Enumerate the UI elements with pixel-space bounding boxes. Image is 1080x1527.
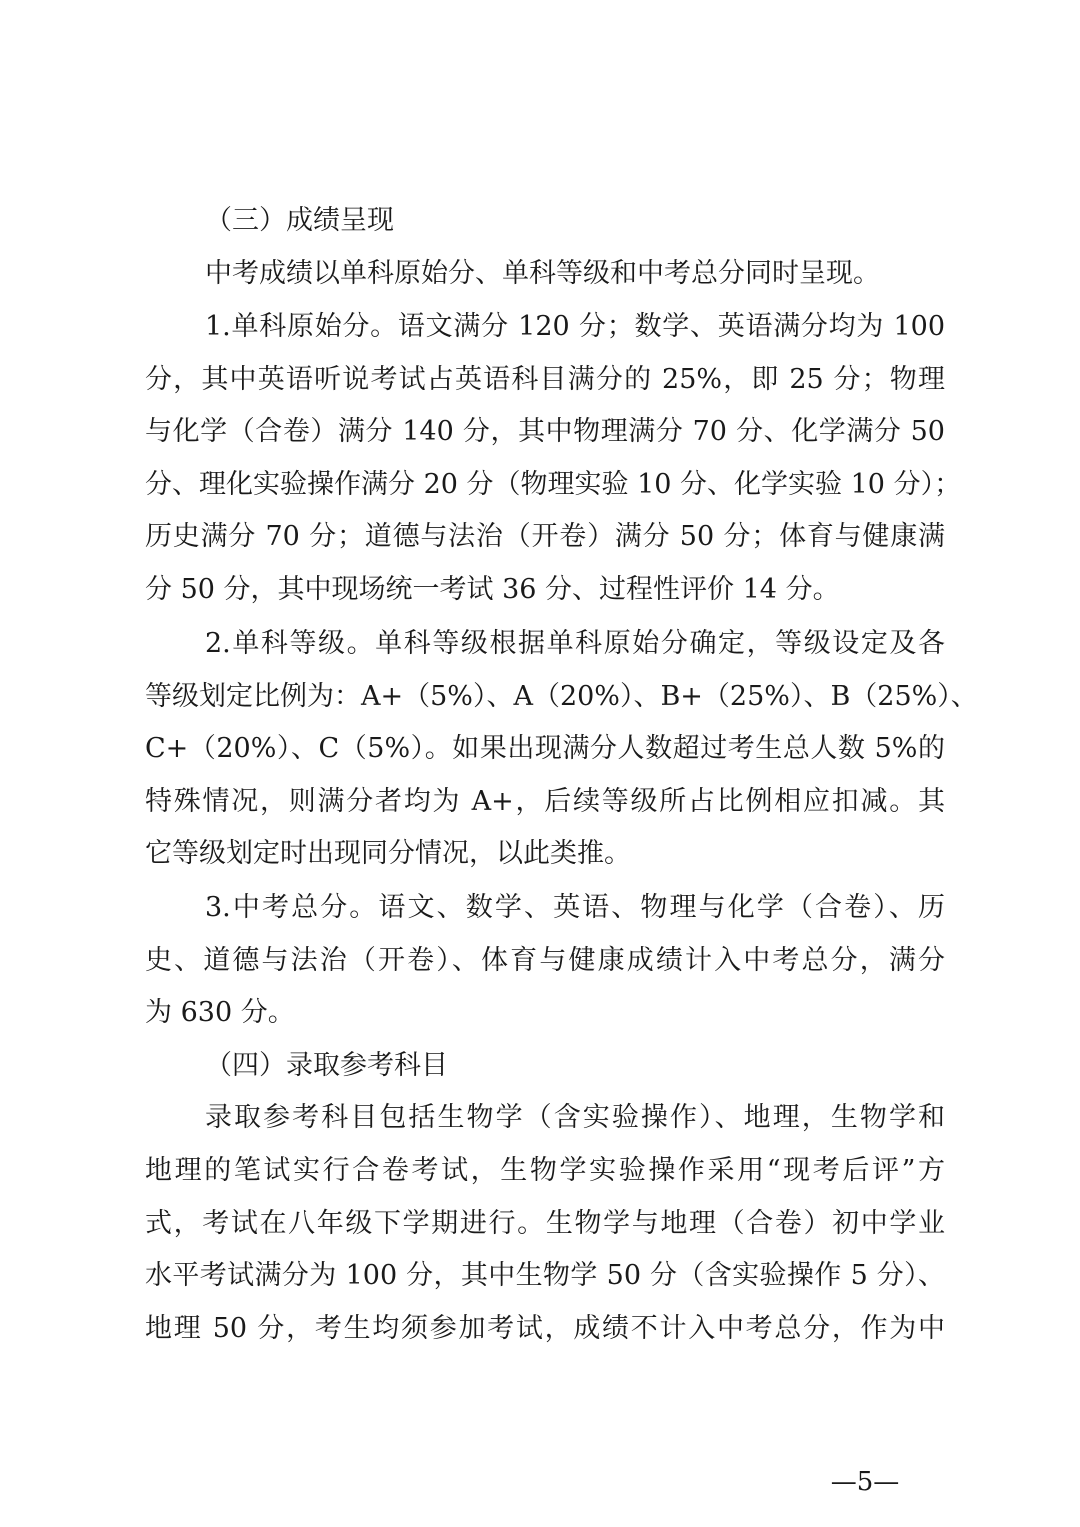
paragraph-line: 式，考试在八年级下学期进行。生物学与地理（合卷）初中学业	[145, 1208, 945, 1239]
paragraph-line: 3.中考总分。语文、数学、英语、物理与化学（合卷）、历	[205, 892, 945, 923]
paragraph-line: 为 630 分。	[145, 997, 295, 1028]
paragraph-line: 特殊情况，则满分者均为 A+，后续等级所占比例相应扣减。其	[145, 786, 945, 817]
paragraph-line: 2.单科等级。单科等级根据单科原始分确定，等级设定及各	[205, 628, 945, 659]
section-3-intro: 中考成绩以单科原始分、单科等级和中考总分同时呈现。	[205, 258, 880, 289]
section-4-heading: （四）录取参考科目	[205, 1050, 448, 1081]
paragraph-line: 地理的笔试实行合卷考试，生物学实验操作采用“现考后评”方	[145, 1155, 945, 1186]
paragraph-line: 历史满分 70 分；道德与法治（开卷）满分 50 分；体育与健康满	[145, 521, 945, 552]
paragraph-line: 史、道德与法治（开卷）、体育与健康成绩计入中考总分，满分	[145, 945, 945, 976]
section-3-heading: （三）成绩呈现	[205, 205, 394, 236]
paragraph-line: 水平考试满分为 100 分，其中生物学 50 分（含实验操作 5 分）、	[145, 1260, 945, 1291]
paragraph-line: 1.单科原始分。语文满分 120 分；数学、英语满分均为 100	[205, 311, 945, 342]
page-number: —5—	[830, 1467, 900, 1497]
paragraph-line: 与化学（合卷）满分 140 分，其中物理满分 70 分、化学满分 50	[145, 416, 945, 447]
paragraph-line: 分、理化实验操作满分 20 分（物理实验 10 分、化学实验 10 分）；	[145, 469, 962, 500]
paragraph-line: 分，其中英语听说考试占英语科目满分的 25%，即 25 分；物理	[145, 364, 945, 395]
paragraph-line: 地理 50 分，考生均须参加考试，成绩不计入中考总分，作为中	[145, 1313, 945, 1344]
paragraph-line: 录取参考科目包括生物学（含实验操作）、地理，生物学和	[205, 1102, 945, 1133]
paragraph-line: C+（20%）、C（5%）。如果出现满分人数超过考生总人数 5%的	[145, 733, 945, 764]
paragraph-line: 分 50 分，其中现场统一考试 36 分、过程性评价 14 分。	[145, 574, 840, 605]
paragraph-line: 它等级划定时出现同分情况，以此类推。	[145, 838, 631, 869]
paragraph-line: 等级划定比例为：A+（5%）、A（20%）、B+（25%）、B（25%）、	[145, 681, 978, 712]
